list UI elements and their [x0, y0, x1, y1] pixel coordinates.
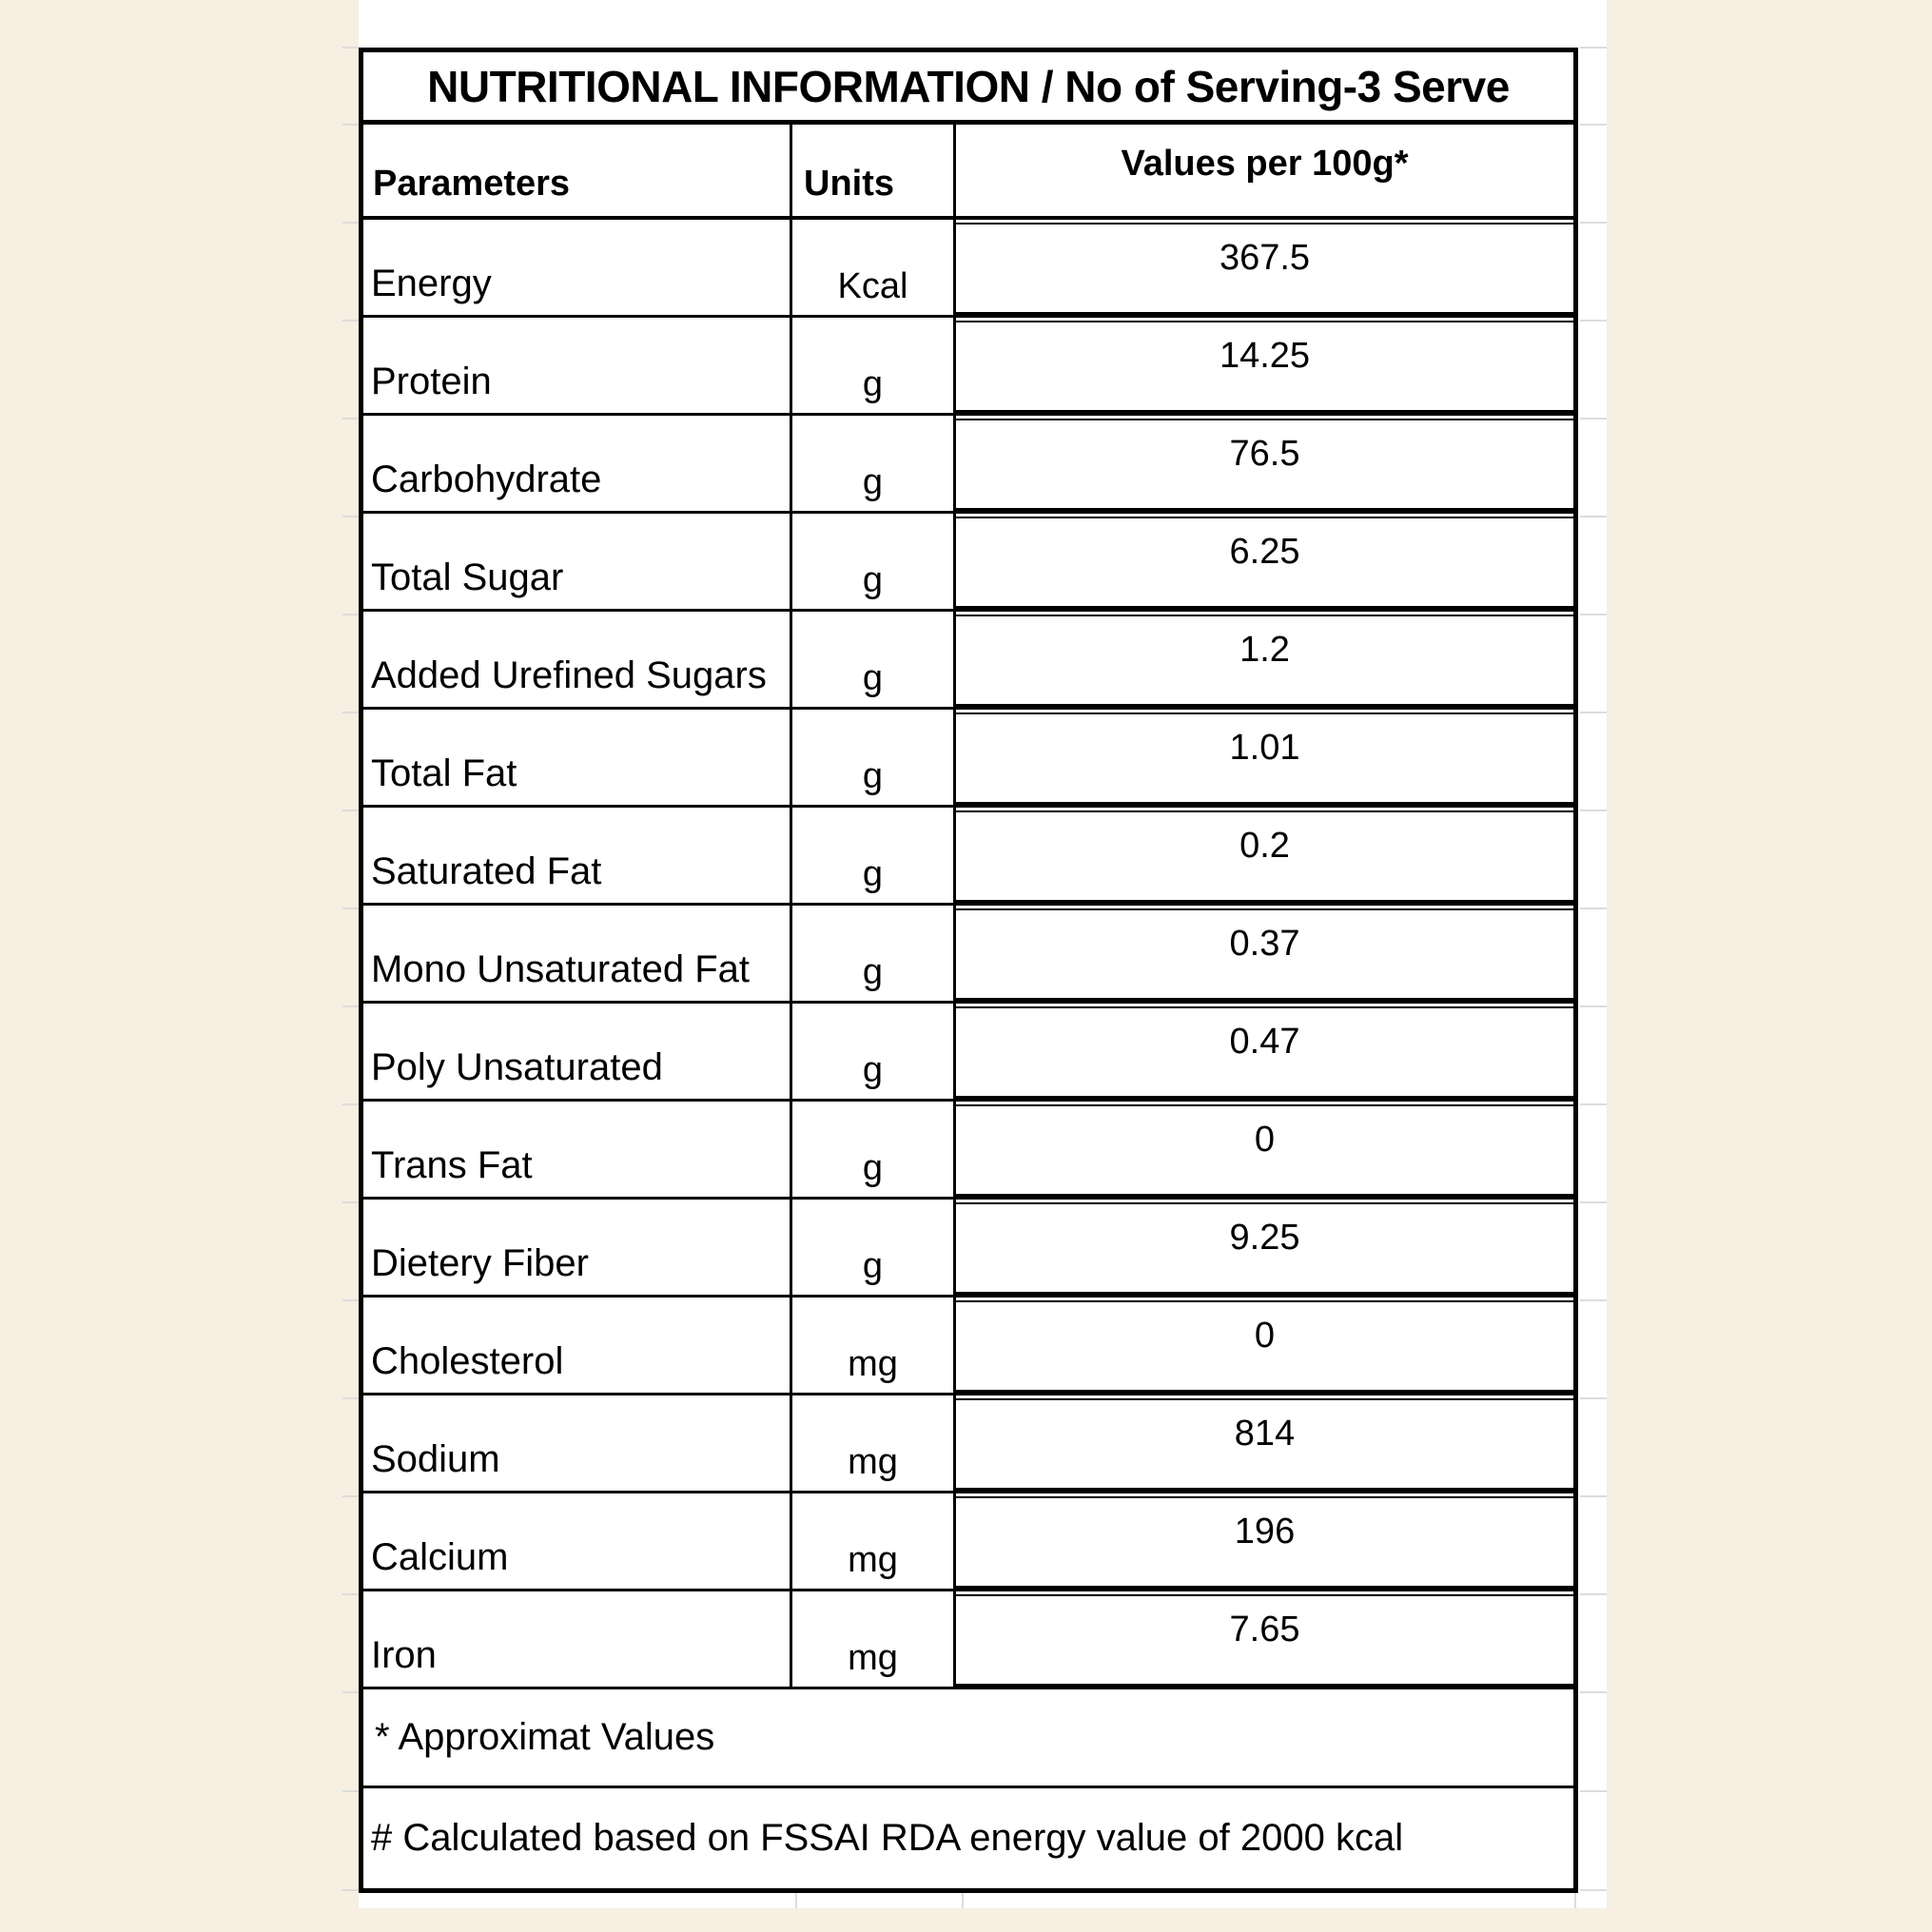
gridline-stub-right — [1580, 1103, 1607, 1105]
parameter-cell: Energy — [363, 220, 792, 318]
parameter-cell: Protein — [363, 318, 792, 416]
value-cell: 367.5 — [956, 220, 1573, 318]
gridline-stub-right — [1580, 222, 1607, 224]
unit-cell: g — [792, 1004, 956, 1102]
gridline-stub-left — [342, 1593, 359, 1595]
parameter-cell: Added Urefined Sugars — [363, 612, 792, 710]
parameter-cell: Poly Unsaturated — [363, 1004, 792, 1102]
value-cell: 0 — [956, 1298, 1573, 1395]
gridline-stub-left — [342, 516, 359, 517]
gridline-stub-left — [342, 1790, 359, 1792]
gridline-stub-bottom — [962, 1893, 964, 1908]
gridline-stub-right — [1580, 712, 1607, 713]
parameter-cell: Calcium — [363, 1493, 792, 1591]
gridline-stub-right — [1580, 516, 1607, 517]
gridline-stub-left — [342, 1495, 359, 1497]
value-cell: 0.47 — [956, 1004, 1573, 1102]
gridline-stub-bottom — [1574, 1893, 1576, 1908]
unit-cell: g — [792, 710, 956, 808]
footnote-approximate-values: * Approximat Values — [363, 1689, 1573, 1788]
gridline-stub-right — [1580, 320, 1607, 322]
unit-cell: g — [792, 808, 956, 906]
unit-cell: g — [792, 318, 956, 416]
gridline-stub-right — [1580, 810, 1607, 811]
parameter-cell: Saturated Fat — [363, 808, 792, 906]
footnote-fssai-rda: # Calculated based on FSSAI RDA energy value of 2000 kcal — [371, 1817, 1404, 1859]
gridline-stub-left — [342, 1889, 359, 1891]
gridline-stub-right — [1580, 1201, 1607, 1203]
column-header-values-per-100g: Values per 100g* — [956, 125, 1573, 220]
gridline-stub-left — [342, 1299, 359, 1301]
parameter-cell: Total Sugar — [363, 514, 792, 612]
gridline-stub-left — [342, 47, 359, 49]
gridline-stub-left — [342, 1201, 359, 1203]
gridline-stub-left — [342, 1005, 359, 1007]
gridline-stub-left — [342, 1397, 359, 1399]
gridline-stub-left — [342, 1103, 359, 1105]
unit-cell: Kcal — [792, 220, 956, 318]
gridline-stub-left — [342, 907, 359, 909]
gridline-stub-right — [1580, 1889, 1607, 1891]
value-cell: 0 — [956, 1102, 1573, 1200]
gridline-stub-right — [1580, 1299, 1607, 1301]
gridline-stub-right — [1580, 418, 1607, 420]
parameter-cell: Iron — [363, 1591, 792, 1689]
unit-cell: mg — [792, 1493, 956, 1591]
unit-cell: g — [792, 1200, 956, 1298]
value-cell: 196 — [956, 1493, 1573, 1591]
gridline-stub-right — [1580, 47, 1607, 49]
parameter-cell: Mono Unsaturated Fat — [363, 906, 792, 1004]
unit-cell: mg — [792, 1395, 956, 1493]
gridline-stub-right — [1580, 907, 1607, 909]
column-header-units: Units — [792, 125, 956, 220]
unit-cell: g — [792, 1102, 956, 1200]
unit-cell: g — [792, 416, 956, 514]
value-cell: 0.2 — [956, 808, 1573, 906]
nutrition-table — [359, 48, 1578, 1893]
gridline-stub-left — [342, 222, 359, 224]
gridline-stub-right — [1580, 614, 1607, 615]
value-cell: 6.25 — [956, 514, 1573, 612]
gridline-stub-left — [342, 614, 359, 615]
gridline-stub-left — [342, 320, 359, 322]
parameter-cell: Cholesterol — [363, 1298, 792, 1395]
parameter-cell: Sodium — [363, 1395, 792, 1493]
gridline-stub-left — [342, 418, 359, 420]
gridline-stub-right — [1580, 1397, 1607, 1399]
gridline-stub-right — [1580, 1005, 1607, 1007]
value-cell: 814 — [956, 1395, 1573, 1493]
table-title: NUTRITIONAL INFORMATION / No of Serving-3 Serve — [363, 52, 1573, 125]
parameter-cell: Total Fat — [363, 710, 792, 808]
gridline-stub-right — [1580, 124, 1607, 126]
parameter-cell: Carbohydrate — [363, 416, 792, 514]
parameter-cell: Trans Fat — [363, 1102, 792, 1200]
value-cell: 76.5 — [956, 416, 1573, 514]
gridline-stub-left — [342, 1691, 359, 1693]
value-cell: 1.01 — [956, 710, 1573, 808]
value-cell: 1.2 — [956, 612, 1573, 710]
gridline-stub-right — [1580, 1691, 1607, 1693]
unit-cell: mg — [792, 1591, 956, 1689]
gridline-stub-right — [1580, 1790, 1607, 1792]
parameter-cell: Dietery Fiber — [363, 1200, 792, 1298]
gridline-stub-right — [1580, 1593, 1607, 1595]
unit-cell: g — [792, 514, 956, 612]
gridline-stub-bottom — [795, 1893, 797, 1908]
gridline-stub-right — [1580, 1495, 1607, 1497]
unit-cell: mg — [792, 1298, 956, 1395]
value-cell: 14.25 — [956, 318, 1573, 416]
gridline-stub-left — [342, 810, 359, 811]
unit-cell: g — [792, 612, 956, 710]
value-cell: 7.65 — [956, 1591, 1573, 1689]
value-cell: 9.25 — [956, 1200, 1573, 1298]
column-header-parameters: Parameters — [363, 125, 792, 220]
value-cell: 0.37 — [956, 906, 1573, 1004]
unit-cell: g — [792, 906, 956, 1004]
gridline-stub-left — [342, 124, 359, 126]
gridline-stub-left — [342, 712, 359, 713]
